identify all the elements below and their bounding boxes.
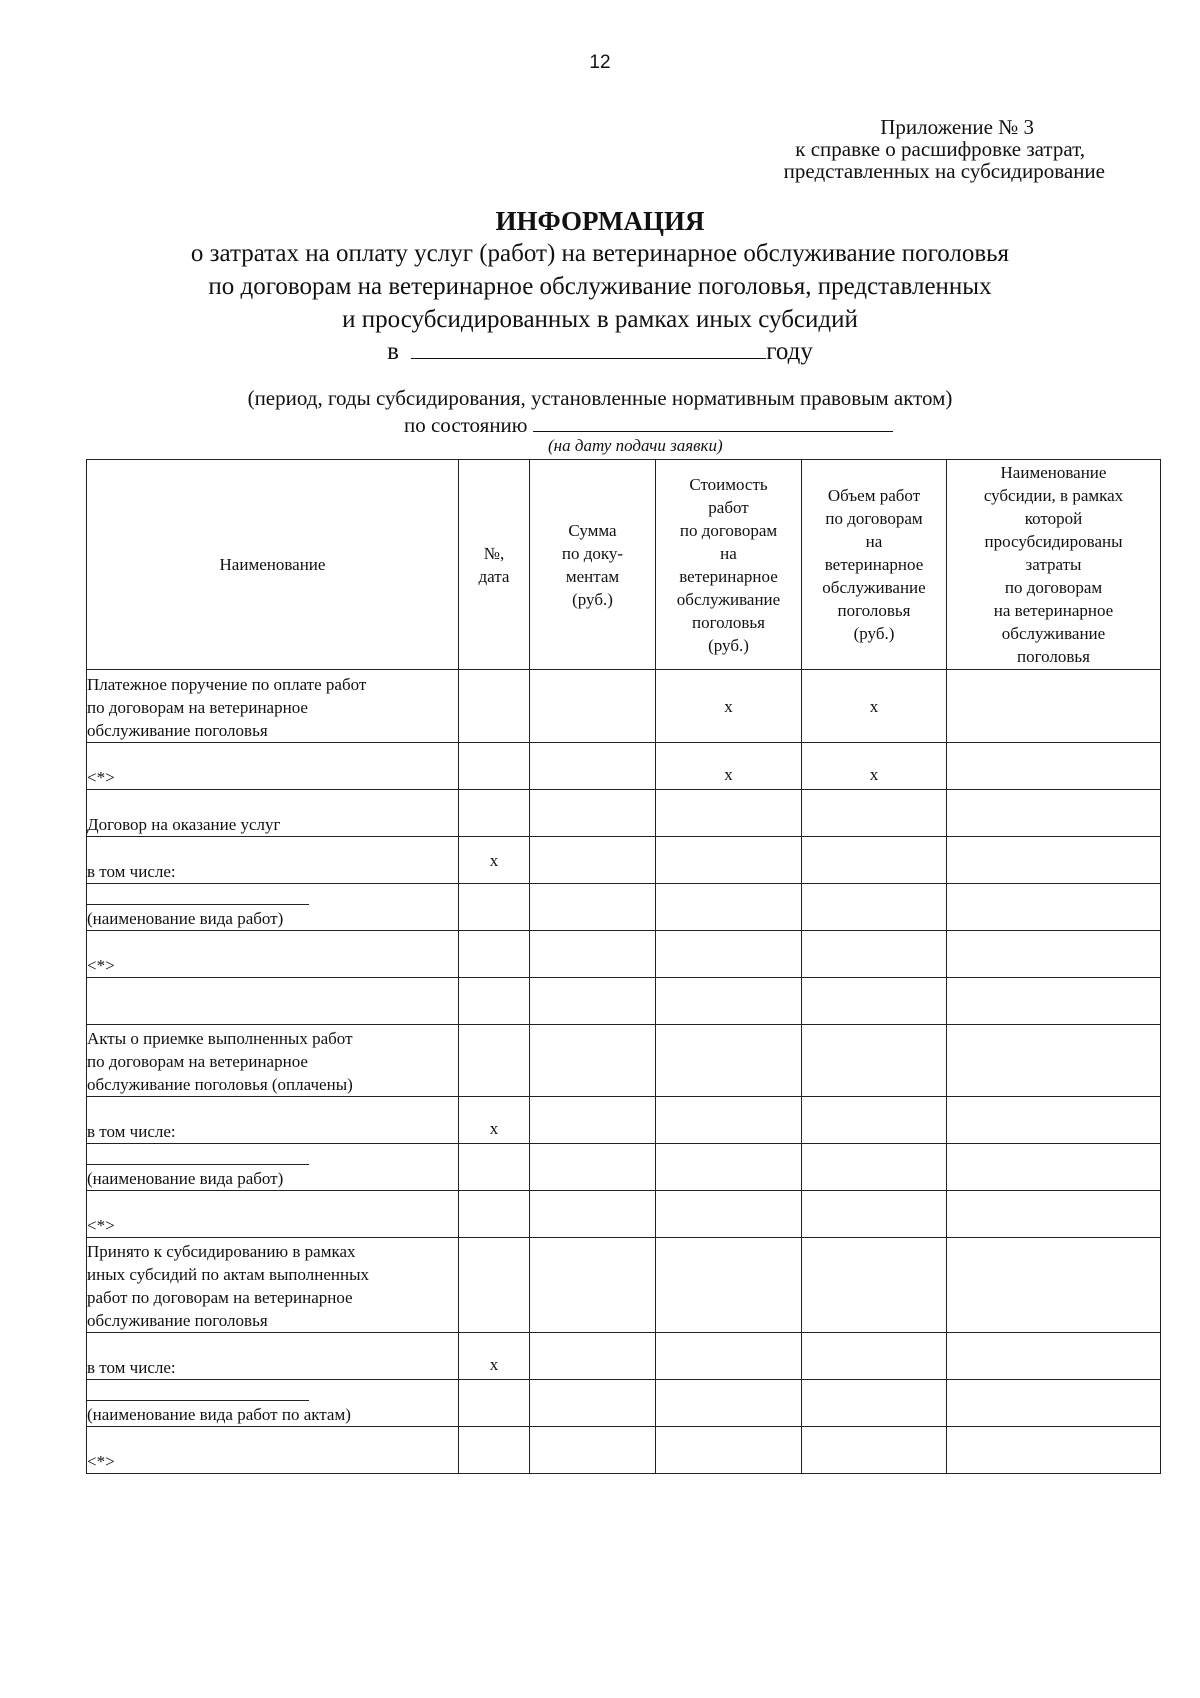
table-cell: x	[459, 1097, 530, 1144]
table-cell	[802, 1025, 947, 1097]
table-cell	[947, 1333, 1161, 1380]
table-cell	[530, 1238, 656, 1333]
table-cell	[656, 790, 802, 837]
table-cell	[802, 1380, 947, 1427]
table-cell	[656, 837, 802, 884]
row-label	[87, 978, 459, 1025]
table-row	[87, 931, 1161, 978]
row-label: <*>	[87, 1427, 459, 1474]
table-cell: x	[802, 670, 947, 743]
table-row	[87, 1144, 1161, 1191]
table-cell	[656, 1144, 802, 1191]
table-cell	[947, 931, 1161, 978]
table-cell: x	[656, 670, 802, 743]
table-cell	[656, 1380, 802, 1427]
table-cell	[802, 1144, 947, 1191]
row-label: <*>	[87, 1191, 459, 1238]
table-cell	[459, 670, 530, 743]
header-cell: Объем работ по договорам на ветеринарное обслуживание поголовья (руб.)	[802, 460, 947, 670]
year-suffix: году	[766, 338, 813, 365]
table-cell	[656, 1097, 802, 1144]
table-cell	[459, 1144, 530, 1191]
title-line-3: и просубсидированных в рамках иных субсидий	[342, 306, 858, 333]
year-prefix: в	[387, 338, 399, 365]
row-label: <*>	[87, 931, 459, 978]
blank-line	[87, 894, 309, 905]
table-cell	[947, 1238, 1161, 1333]
table-cell	[656, 1238, 802, 1333]
period-note: (период, годы субсидирования, установленные нормативным правовым актом)	[247, 386, 953, 410]
table-cell: x	[802, 743, 947, 790]
table-cell	[802, 978, 947, 1025]
table-row	[87, 1191, 1161, 1238]
row-label: в том числе:	[87, 1333, 459, 1380]
year-line	[0, 336, 1200, 368]
table-row	[87, 1238, 1161, 1333]
blank-line	[87, 1390, 309, 1401]
appendix-line-1: Приложение № 3	[880, 115, 1034, 139]
appendix-block	[784, 116, 1105, 182]
table-row	[87, 978, 1161, 1025]
table-cell	[530, 884, 656, 931]
table-cell	[459, 1191, 530, 1238]
table-cell	[947, 743, 1161, 790]
table-cell	[656, 1427, 802, 1474]
table-cell	[530, 1427, 656, 1474]
blank-line	[87, 1154, 309, 1165]
table-cell	[947, 1427, 1161, 1474]
table-cell	[459, 1380, 530, 1427]
table-cell	[459, 978, 530, 1025]
row-label: в том числе:	[87, 837, 459, 884]
table-cell: x	[656, 743, 802, 790]
header-cell: Наименование субсидии, в рамках которой просубсидированы затраты по договорам на ветеринарное обслуживание поголовья	[947, 460, 1161, 670]
table-cell	[947, 884, 1161, 931]
table-cell	[459, 1427, 530, 1474]
table-row	[87, 743, 1161, 790]
header-cell: Наименование	[87, 460, 459, 670]
row-label: (наименование вида работ по актам)	[87, 1380, 459, 1427]
title-main: ИНФОРМАЦИЯ	[495, 206, 705, 236]
table-cell	[947, 978, 1161, 1025]
table-cell	[656, 931, 802, 978]
table-cell	[802, 837, 947, 884]
state-line	[404, 413, 893, 436]
table-row	[87, 1097, 1161, 1144]
table-cell	[947, 837, 1161, 884]
table-cell	[530, 743, 656, 790]
table-cell	[459, 1238, 530, 1333]
header-cell: №, дата	[459, 460, 530, 670]
state-hint: (на дату подачи заявки)	[548, 436, 723, 455]
table-cell	[530, 670, 656, 743]
costs-table	[86, 459, 1161, 1474]
table-row	[87, 1380, 1161, 1427]
table-cell	[802, 931, 947, 978]
table-cell	[459, 884, 530, 931]
row-label: Договор на оказание услуг	[87, 790, 459, 837]
table-cell	[530, 1333, 656, 1380]
table-row	[87, 670, 1161, 743]
table-cell	[656, 884, 802, 931]
row-label: Акты о приемке выполненных работ по договорам на ветеринарное обслуживание поголовья (оплачены)	[87, 1025, 459, 1097]
year-blank-field[interactable]	[411, 336, 766, 359]
table-cell	[530, 1097, 656, 1144]
table-cell	[802, 1097, 947, 1144]
table-cell	[530, 931, 656, 978]
header-cell: Сумма по доку- ментам (руб.)	[530, 460, 656, 670]
table-row	[87, 837, 1161, 884]
appendix-line-3: представленных на субсидирование	[783, 159, 1105, 183]
table-cell	[459, 743, 530, 790]
page-number: 12	[589, 52, 611, 73]
table-cell	[947, 670, 1161, 743]
row-label: Принято к субсидированию в рамках иных субсидий по актам выполненных работ по договорам на ветеринарное обслуживание поголовья	[87, 1238, 459, 1333]
table-cell	[947, 1191, 1161, 1238]
state-date-field[interactable]	[533, 413, 893, 432]
row-label: (наименование вида работ)	[87, 884, 459, 931]
table-row	[87, 1427, 1161, 1474]
table-cell	[530, 1191, 656, 1238]
title-line-1: о затратах на оплату услуг (работ) на ветеринарное обслуживание поголовья	[190, 240, 1010, 267]
table-cell	[530, 1025, 656, 1097]
table-cell	[530, 1144, 656, 1191]
table-cell	[947, 790, 1161, 837]
table-body	[87, 670, 1161, 1474]
table-cell	[802, 884, 947, 931]
table-header-row	[87, 460, 1161, 670]
table-cell	[947, 1097, 1161, 1144]
table-row	[87, 1025, 1161, 1097]
table-cell	[530, 978, 656, 1025]
title-line-2: по договорам на ветеринарное обслуживание поголовья, представленных	[208, 273, 992, 300]
table-cell	[802, 1427, 947, 1474]
document-title	[0, 205, 1200, 368]
table-cell	[656, 1333, 802, 1380]
table-cell	[656, 1191, 802, 1238]
table-cell	[802, 1238, 947, 1333]
table-cell	[459, 790, 530, 837]
appendix-line-2: к справке о расшифровке затрат,	[795, 137, 1085, 161]
table-cell: x	[459, 837, 530, 884]
table-cell	[656, 1025, 802, 1097]
table-row	[87, 790, 1161, 837]
row-label: (наименование вида работ)	[87, 1144, 459, 1191]
table-cell	[459, 1025, 530, 1097]
table-cell	[530, 1380, 656, 1427]
table-cell	[802, 790, 947, 837]
table-row	[87, 1333, 1161, 1380]
table-cell	[802, 1333, 947, 1380]
table-cell	[947, 1025, 1161, 1097]
row-label: <*>	[87, 743, 459, 790]
table-cell	[802, 1191, 947, 1238]
table-cell	[947, 1144, 1161, 1191]
state-label: по состоянию	[404, 413, 528, 437]
table-cell	[459, 931, 530, 978]
row-label: Платежное поручение по оплате работ по договорам на ветеринарное обслуживание поголовья	[87, 670, 459, 743]
header-cell: Стоимость работ по договорам на ветеринарное обслуживание поголовья (руб.)	[656, 460, 802, 670]
table-cell: x	[459, 1333, 530, 1380]
table-cell	[530, 790, 656, 837]
table-row	[87, 884, 1161, 931]
row-label: в том числе:	[87, 1097, 459, 1144]
table-cell	[947, 1380, 1161, 1427]
table-cell	[530, 837, 656, 884]
table-cell	[656, 978, 802, 1025]
